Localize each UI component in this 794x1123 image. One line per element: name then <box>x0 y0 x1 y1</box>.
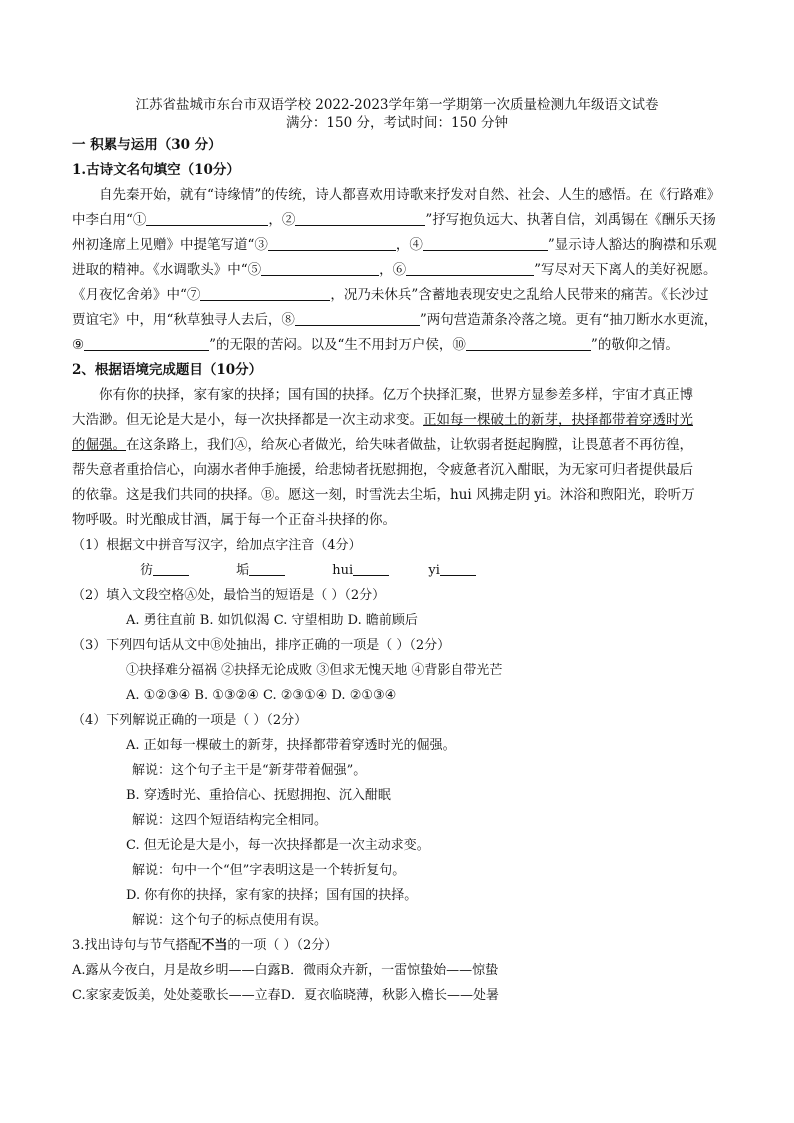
pinyin-char: 彷 <box>140 563 154 578</box>
underlined-sentence: 正如每一棵破土的新芽，抉择都带着穿透时光 <box>423 412 693 428</box>
q2-sub-3-options: A. ①②③④ B. ①③②④ C. ②③①④ D. ②①③④ <box>126 688 397 703</box>
q1-text: ，④ <box>395 237 423 253</box>
q3-options-1: A.露从今夜白，月是故乡明——白露B．微雨众卉新，一雷惊蛰始——惊蛰 <box>72 963 499 978</box>
q1-line-3 <box>72 233 732 258</box>
q3-emphasis: 不当 <box>201 938 228 953</box>
answer-blank-8[interactable] <box>295 311 420 326</box>
q1-line-2 <box>72 208 732 233</box>
answer-blank-7[interactable] <box>200 286 330 301</box>
pinyin-item-4 <box>428 558 520 583</box>
question-3-heading <box>72 933 732 958</box>
answer-blank-2[interactable] <box>295 211 425 226</box>
q2-text: 大浩渺。但无论是大是小，每一次抉择都是一次主动求变。 <box>72 412 423 428</box>
q2-sub-4: （4）下列解说正确的一项是（ ）（2分） <box>72 713 308 728</box>
answer-blank[interactable] <box>440 561 476 576</box>
q1-text: ”两句营造萧条冷落之境。更有“抽刀断水水更流， <box>419 312 718 328</box>
pinyin-item-2 <box>236 558 328 583</box>
question-2-heading: 2、根据语境完成题目（10分） <box>72 362 263 378</box>
underlined-sentence: 的倔强。 <box>72 437 126 453</box>
option-d: D. 你有你的抉择，家有家的抉择；国有国的抉择。 <box>126 888 418 903</box>
q1-line-5 <box>72 283 732 308</box>
pinyin-char: yi <box>428 563 440 578</box>
q2-sub-2: （2）填入文段空格Ⓐ处，最恰当的短语是（ ）（2分） <box>72 588 386 603</box>
q1-text: ”写尽对天下离人的美好祝愿。 <box>534 262 717 278</box>
answer-blank-1[interactable] <box>146 211 268 226</box>
pinyin-char: 垢 <box>236 563 250 578</box>
answer-blank-5[interactable] <box>261 261 379 276</box>
q3-options-2: C.家家麦饭美，处处菱歌长——立春D．夏衣临晓薄，秋影入檐长——处暑 <box>72 988 500 1003</box>
question-1-heading: 1.古诗文名句填空（10分） <box>72 162 240 178</box>
option-c-explanation: 解说：句中一个“但”字表明这是一个转折复句。 <box>132 863 406 878</box>
answer-blank-9[interactable] <box>84 336 209 351</box>
q1-line-4 <box>72 258 732 283</box>
q2-sub-3: （3）下列四句话从文中Ⓑ处抽出，排序正确的一项是（ ）（2分） <box>72 638 451 653</box>
pinyin-item-3 <box>332 558 424 583</box>
exam-title: 江苏省盐城市东台市双语学校 2022-2023学年第一学期第一次质量检测九年级语文试卷 <box>135 97 659 113</box>
q2-para-line-1: 你有你的抉择，家有家的抉择；国有国的抉择。亿万个抉择汇聚，世界方显参差多样，宇宙才真正博 <box>99 387 693 403</box>
q1-line-1: 自先秦开始，就有“诗缘情”的传统，诗人都喜欢用诗歌来抒发对自然、社会、人生的感悟。在《行路难》 <box>99 187 721 203</box>
q1-text: ”抒写抱负远大、执著自信，刘禹锡在《酬乐天扬 <box>425 212 716 228</box>
answer-blank-6[interactable] <box>406 261 534 276</box>
q1-text: 贾谊宅》中，用“秋草独寻人去后，⑧ <box>72 312 295 328</box>
answer-blank[interactable] <box>153 561 189 576</box>
option-a: A. 正如每一棵破土的新芽，抉择都带着穿透时光的倔强。 <box>126 738 456 753</box>
answer-blank-4[interactable] <box>423 236 548 251</box>
q1-text: ”的无限的苦闷。以及“生不用封万户侯，⑩ <box>209 337 466 353</box>
q2-para-line-2 <box>72 408 732 433</box>
q1-text: 州初逢席上见赠》中提笔写道“③ <box>72 237 268 253</box>
q2-text: 在这条路上，我们Ⓐ，给灰心者做光，给失味者做盐，让软弱者挺起胸膛，让畏葸者不再彷徨， <box>126 437 693 453</box>
section-heading: 一 积累与运用（30 分） <box>72 137 222 153</box>
pinyin-row <box>72 558 732 583</box>
option-b-explanation: 解说：这四个短语结构完全相同。 <box>132 813 328 828</box>
q1-text: 《月夜忆舍弟》中“⑦ <box>72 287 201 303</box>
exam-subtitle: 满分：150 分，考试时间：150 分钟 <box>285 115 509 131</box>
q2-para-line-4: 帮失意者重拾信心，向溺水者伸手施援，给悲恸者抚慰拥抱，令疲惫者沉入酣眠，为无家可归者提供最后 <box>72 462 693 478</box>
q2-sub-2-options: A. 勇往直前 B. 如饥似渴 C. 守望相助 D. 瞻前顾后 <box>126 613 418 628</box>
answer-blank[interactable] <box>249 561 285 576</box>
q1-text: ”的敬仰之情。 <box>590 337 679 353</box>
q2-para-line-5: 的依靠。这是我们共同的抉择。Ⓑ。愿这一刻，时雪洗去尘垢，hui 风拂走阴 yi。沐浴和煦阳光，聆听万 <box>72 487 695 503</box>
pinyin-char: hui <box>332 563 354 578</box>
answer-blank-3[interactable] <box>268 236 396 251</box>
answer-blank[interactable] <box>353 561 389 576</box>
q1-text: ，② <box>268 212 296 228</box>
q1-line-7 <box>72 333 732 358</box>
q1-text: 进取的精神。《水调歌头》中“⑤ <box>72 262 262 278</box>
option-a-explanation: 解说：这个句子主干是“新芽带着倔强”。 <box>132 763 367 778</box>
q2-para-line-6: 物呼吸。时光酿成甘酒，属于每一个正奋斗抉择的你。 <box>72 512 396 528</box>
exam-content <box>72 133 732 1008</box>
q1-text: ，况乃未休兵”含蓄地表现安史之乱给人民带来的痛苦。《长沙过 <box>330 287 709 303</box>
option-b: B. 穿透时光、重拾信心、抚慰拥抱、沉入酣眠 <box>126 788 391 803</box>
q2-sub-3-items: ①抉择难分福祸 ②抉择无论成败 ③但求无愧天地 ④背影自带光芒 <box>126 663 503 678</box>
option-d-explanation: 解说：这个句子的标点使用有误。 <box>132 913 328 928</box>
q1-text: 中李白用“① <box>72 212 147 228</box>
q1-line-6 <box>72 308 732 333</box>
q1-text: ，⑥ <box>379 262 407 278</box>
answer-blank-10[interactable] <box>466 336 591 351</box>
q2-para-line-3 <box>72 433 732 458</box>
q3-text: 的一项（ ）（2分） <box>227 938 338 953</box>
q1-text: ⑨ <box>72 337 85 353</box>
option-c: C. 但无论是大是小，每一次抉择都是一次主动求变。 <box>126 838 430 853</box>
pinyin-item-1 <box>140 558 232 583</box>
q3-text: 3.找出诗句与节气搭配 <box>72 938 202 953</box>
q1-text: ”显示诗人豁达的胸襟和乐观 <box>547 237 717 253</box>
q2-sub-1: （1）根据文中拼音写汉字，给加点字注音（4分） <box>72 538 362 553</box>
